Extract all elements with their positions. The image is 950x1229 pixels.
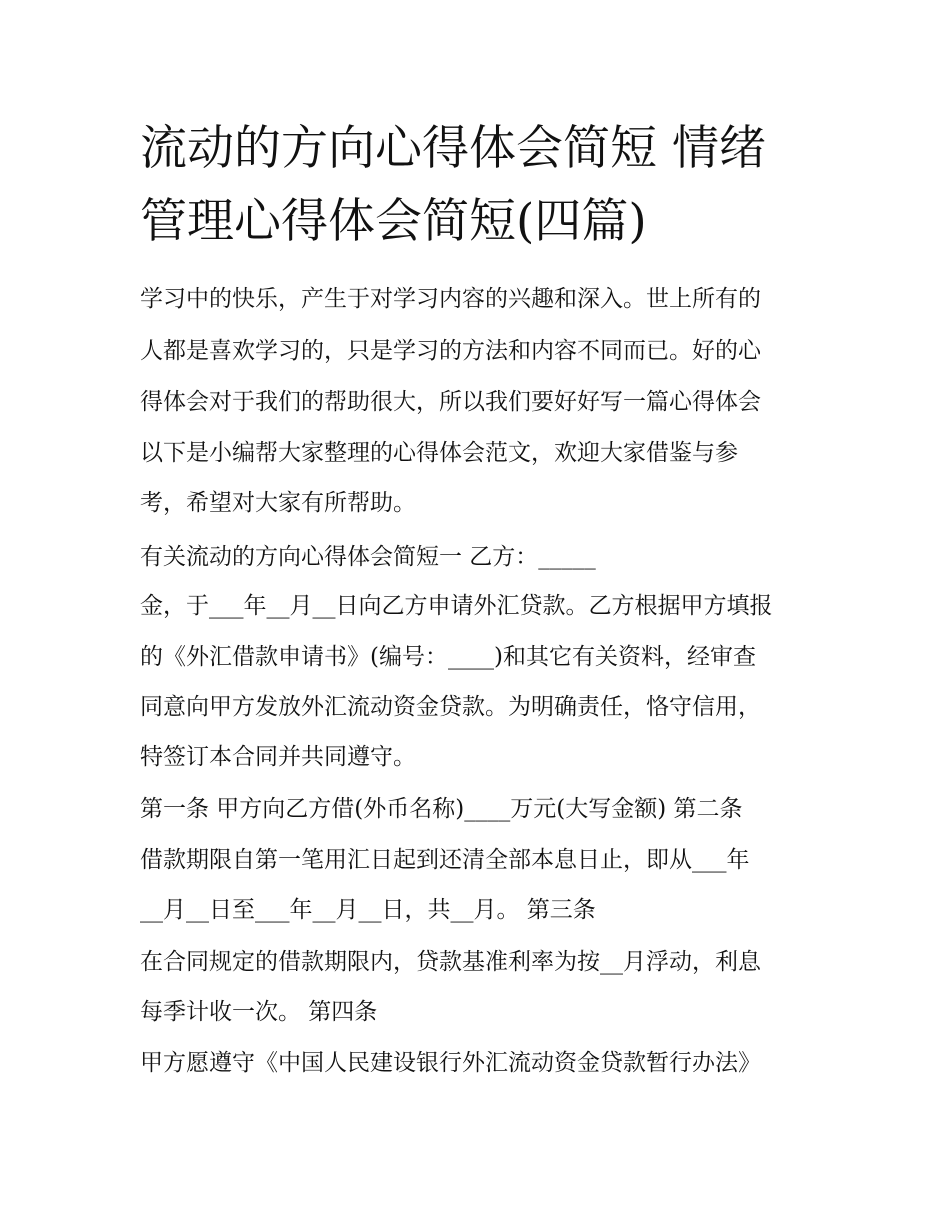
body-line: 以下是小编帮大家整理的心得体会范文，欢迎大家借鉴与参 <box>140 440 738 466</box>
body-line: 的《外汇借款申请书》(编号：____)和其它有关资料，经审查 <box>140 644 756 670</box>
body-line: 每季计收一次。 第四条 <box>140 999 378 1025</box>
body-line: 在合同规定的借款期限内，贷款基准利率为按__月浮动，利息 <box>140 949 761 975</box>
body-line: 同意向甲方发放外汇流动资金贷款。为明确责任，恪守信用， <box>140 694 761 720</box>
document-title <box>140 112 840 258</box>
body-line: 特签订本合同并共同遵守。 <box>140 744 416 770</box>
body-line: __月__日至___年__月__日，共__月。 第三条 <box>140 897 596 923</box>
body-line: 有关流动的方向心得体会简短一 乙方：_____ <box>140 544 596 570</box>
body-line: 第一条 甲方向乙方借(外币名称)____万元(大写金额) 第二条 <box>140 796 743 822</box>
body-line: 金，于___年__月__日向乙方申请外汇贷款。乙方根据甲方填报 <box>140 593 773 619</box>
body-line: 得体会对于我们的帮助很大，所以我们要好好写一篇心得体会 <box>140 389 761 415</box>
title-line: 管理心得体会简短(四篇) <box>140 194 647 249</box>
body-line: 甲方愿遵守《中国人民建设银行外汇流动资金贷款暂行办法》 <box>140 1050 761 1076</box>
body-line: 人都是喜欢学习的，只是学习的方法和内容不同而已。好的心 <box>140 338 761 364</box>
title-line: 流动的方向心得体会简短 情绪 <box>140 121 766 176</box>
body-line: 学习中的快乐，产生于对学习内容的兴趣和深入。世上所有的 <box>140 286 761 312</box>
body-line: 借款期限自第一笔用汇日起到还清全部本息日止，即从___年 <box>140 847 750 873</box>
body-line: 考，希望对大家有所帮助。 <box>140 490 416 516</box>
